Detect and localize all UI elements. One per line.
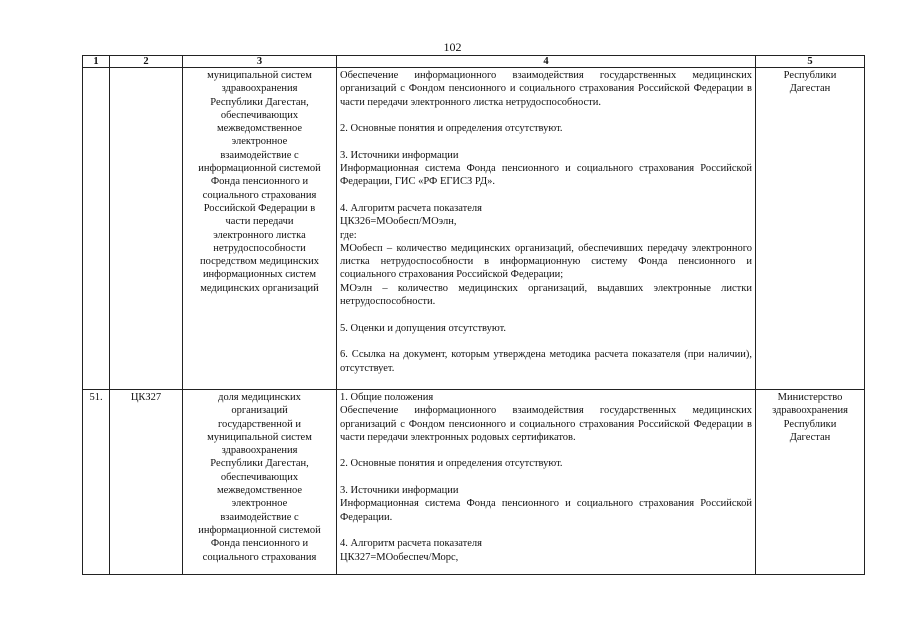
- indicator-name-line: электронного листка: [213, 229, 306, 241]
- column-header: 2: [110, 56, 183, 68]
- indicator-name-line: межведомственное: [216, 485, 303, 497]
- methodology-paragraph: [340, 537, 752, 564]
- indicator-name-line: Республики Дагестан,: [210, 96, 309, 108]
- methodology-line: 4. Алгоритм расчета показателя: [340, 202, 482, 214]
- methodology-paragraph: [340, 348, 752, 375]
- indicator-name-line: обеспечивающих: [220, 471, 299, 483]
- methodology-paragraph: [340, 391, 752, 444]
- methodology-line: 2. Основные понятия и определения отсутствуют.: [340, 458, 563, 470]
- methodology-line: Информационная система Фонда пенсионного и социального страхования Российской Федерации, ГИС «РФ ЕГИСЗ РД».: [340, 163, 752, 188]
- methodology-line: 2. Основные понятия и определения отсутствуют.: [340, 123, 563, 135]
- indicator-name-cell: [183, 68, 337, 390]
- indicator-code-cell: [110, 68, 183, 390]
- indicator-name-line: обеспечивающих: [220, 109, 299, 121]
- methodology-line: 1. Общие положения: [340, 392, 434, 403]
- responsible-body-cell: [756, 68, 865, 390]
- methodology-line: 3. Источники информации: [340, 149, 459, 161]
- responsible-body-cell: [756, 390, 865, 575]
- responsible-body-line: Министерство: [777, 392, 843, 403]
- responsible-body-line: Республики: [783, 70, 837, 81]
- methodology-line: ЦКЗ26=МОобесп/МОэлн,: [340, 216, 457, 228]
- methodology-paragraph: [340, 322, 752, 335]
- methodology-line: 4. Алгоритм расчета показателя: [340, 538, 482, 550]
- methodology-line: 5. Оценки и допущения отсутствуют.: [340, 322, 507, 334]
- indicator-name-line: взаимодействие с: [220, 511, 299, 523]
- indicator-code-cell: ЦКЗ27: [110, 390, 183, 575]
- responsible-body-line: Дагестан: [789, 83, 831, 95]
- methodology-paragraph: [340, 202, 752, 308]
- methodology-line: где:: [340, 229, 357, 241]
- indicator-name-line: Фонда пенсионного и: [210, 538, 309, 550]
- indicator-name-line: информационной системой: [198, 163, 321, 175]
- indicator-name-line: доля медицинских: [218, 392, 301, 403]
- column-header: 4: [337, 56, 756, 68]
- indicator-name-line: государственной и: [217, 418, 302, 430]
- indicator-name-line: электронное: [231, 498, 288, 510]
- indicator-table: [82, 55, 865, 575]
- row-number-cell: [83, 68, 110, 390]
- indicator-name-line: электронное: [231, 136, 288, 148]
- indicator-name-line: информационной системой: [198, 524, 321, 536]
- indicator-name-line: Фонда пенсионного и: [210, 176, 309, 188]
- responsible-body-line: Дагестан: [789, 431, 831, 443]
- page-number: 102: [443, 40, 462, 54]
- methodology-paragraph: [340, 149, 752, 189]
- methodology-line: Обеспечение информационного взаимодействия государственных медицинских организаций с Фондом пенсионного и социального страхования Российской Федерации в части передачи электронных родовых сертификатов.: [340, 405, 752, 443]
- indicator-name-line: муниципальной систем: [207, 70, 312, 81]
- indicator-name-line: части передачи: [225, 216, 294, 228]
- methodology-cell: [337, 390, 756, 575]
- methodology-line: МОобесп – количество медицинских организаций, обеспечивших передачу электронного листка нетрудоспособности в информационную систему Фонда пенсионного и социального страхования Российской Федерации;: [340, 242, 752, 281]
- indicator-name-line: информационных систем: [202, 269, 317, 281]
- methodology-paragraph: [340, 457, 752, 470]
- indicator-name-line: посредством медицинских: [200, 256, 319, 268]
- methodology-line: Обеспечение информационного взаимодействия государственных медицинских организаций с Фондом пенсионного и социального страхования Российской Федерации в части передачи электронного листка нетрудоспособности.: [340, 70, 752, 108]
- methodology-paragraph: [340, 69, 752, 109]
- column-header: 1: [83, 56, 110, 68]
- indicator-name-line: нетрудоспособности: [213, 242, 306, 254]
- methodology-line: ЦКЗ27=МОобеспеч/Морс,: [340, 551, 459, 563]
- responsible-body-line: здравоохранения: [772, 405, 848, 417]
- indicator-name-cell: [183, 390, 337, 575]
- methodology-line: 6. Ссылка на документ, которым утверждена методика расчета показателя (при наличии), отсутствует.: [340, 349, 752, 374]
- table-header-row: [83, 56, 865, 68]
- table-row: [83, 68, 865, 390]
- methodology-cell: [337, 68, 756, 390]
- indicator-name-line: социального страхования: [202, 189, 317, 201]
- indicator-name-line: организаций: [231, 405, 288, 417]
- methodology-paragraph: [340, 484, 752, 524]
- indicator-name-line: социального страхования: [202, 551, 317, 563]
- row-number-cell: 51.: [83, 390, 110, 575]
- methodology-line: МОэлн – количество медицинских организаций, выдавших электронные листки нетрудоспособности.: [340, 282, 752, 308]
- methodology-line: Информационная система Фонда пенсионного и социального страхования Российской Федерации.: [340, 498, 752, 523]
- indicator-name-line: здравоохранения: [221, 445, 298, 457]
- indicator-name-line: межведомственное: [216, 123, 303, 135]
- indicator-name-line: взаимодействие с: [220, 149, 299, 161]
- column-header: 3: [183, 56, 337, 68]
- indicator-name-line: медицинских организаций: [200, 282, 319, 294]
- column-header: 5: [756, 56, 865, 68]
- methodology-line: 3. Источники информации: [340, 485, 459, 497]
- methodology-paragraph: [340, 122, 752, 135]
- indicator-name-line: здравоохранения: [221, 83, 298, 95]
- indicator-name-line: Республики Дагестан,: [210, 458, 309, 470]
- responsible-body-line: Республики: [783, 418, 837, 430]
- indicator-name-line: муниципальной систем: [207, 431, 312, 443]
- table-row: [83, 390, 865, 575]
- indicator-name-line: Российской Федерации в: [203, 202, 316, 214]
